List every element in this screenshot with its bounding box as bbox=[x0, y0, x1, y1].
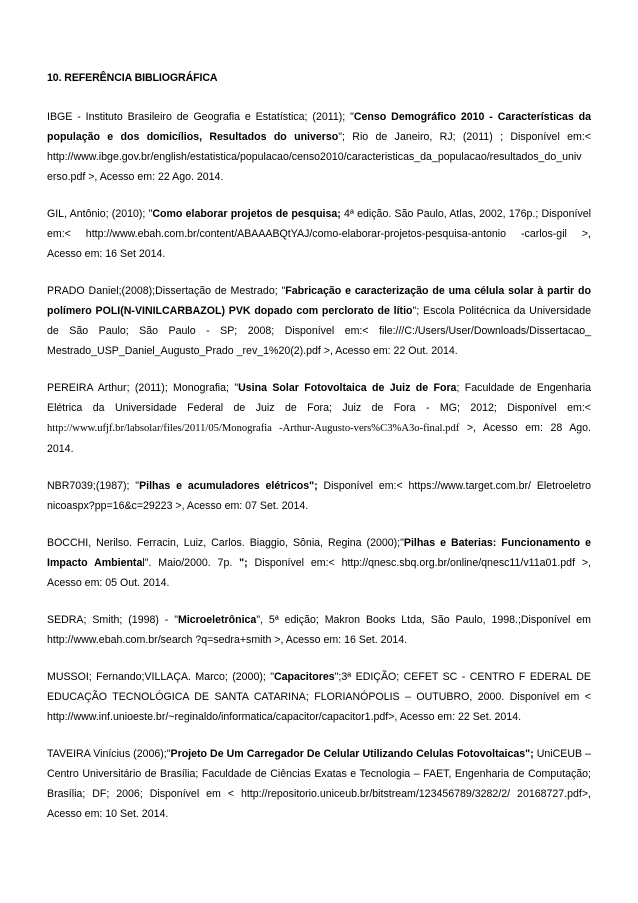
reference-sedra bbox=[47, 610, 591, 650]
ref-title: Censo Demográfico 2010 - Características da população e dos domicílios, Resultados do universo bbox=[47, 111, 591, 143]
ref-text: 4ª edição. São Paulo, Atlas, 2002, 176p.; Disponível em:< http://www.ebah.com.br/content/ABAAABQtYAJ/como-elaborar-projetos-pesquisa-antonio -carlos-gil >, Acesso em: 16 Set 2014. bbox=[47, 208, 591, 260]
ref-text: >, Acesso em: 28 Ago. 2014. bbox=[47, 422, 591, 455]
ref-title: Pilhas e acumuladores elétricos"; bbox=[139, 480, 318, 492]
ref-title: Como elaborar projetos de pesquisa; bbox=[152, 208, 341, 220]
ref-title: Pilhas e Baterias: Funcionamento e Impacto Ambienta bbox=[47, 537, 592, 569]
ref-text: "; Rio de Janeiro, RJ; (2011) ; Disponível em:< http://www.ibge.gov.br/english/estatistica/populacao/censo2010/caracteristicas_da_populacao/resultados_do_univ erso.pdf >, Acesso em: 22 Ago. 2014. bbox=[47, 131, 591, 183]
ref-text: ; Faculdade de Engenharia Elétrica da Universidade Federal de Juiz de Fora; Juiz de Fora - MG; 2012; Disponível em:< bbox=[47, 382, 592, 414]
reference-nbr7039 bbox=[47, 476, 591, 516]
ref-title: Capacitores bbox=[274, 671, 335, 683]
reference-gil bbox=[47, 204, 591, 264]
ref-text: PRADO Daniel;(2008);Dissertação de Mestrado; " bbox=[47, 285, 286, 297]
ref-text: UniCEUB – Centro Universitário de Brasília; Faculdade de Ciências Exatas e Tecnologia – FAET, Engenharia de Computação; Brasília; DF; 2006; Disponível em < http://repositorio.uniceub.br/bitstream/123456789/3282/2/ 20168727.pdf>, Acesso em: 10 Set. 2014. bbox=[47, 748, 591, 820]
bibliography-page bbox=[47, 71, 591, 841]
ref-title: Usina Solar Fotovoltaica de Juiz de Fora bbox=[238, 382, 457, 394]
ref-text: "; Escola Politécnica da Universidade de São Paulo; São Paulo - SP; 2008; Disponível em:< file:///C:/Users/User/Downloads/Dissertacao_ Mestrado_USP_Daniel_Augusto_Prado _rev_1%20(2).pdf >, Acesso em: 22 Out. 2014. bbox=[47, 305, 592, 357]
ref-text: MUSSOI; Fernando;VILLAÇA. Marco; (2000); " bbox=[47, 671, 275, 683]
ref-text: PEREIRA Arthur; (2011); Monografia; " bbox=[47, 382, 239, 394]
ref-text: l". Maio/2000. 7p. bbox=[142, 557, 240, 569]
ref-title: Microeletrônica bbox=[178, 614, 257, 626]
ref-text: Disponível em:< https://www.target.com.br/ Eletroeletro nicoaspx?pp=16&c=29223 >, Acesso em: 07 Set. 2014. bbox=[47, 480, 592, 512]
reference-taveira bbox=[47, 744, 591, 824]
ref-text: SEDRA; Smith; (1998) - " bbox=[47, 614, 178, 626]
ref-title: Projeto De Um Carregador De Celular Utilizando Celulas Fotovoltaicas"; bbox=[170, 748, 534, 760]
ref-text: Disponível em:< http://qnesc.sbq.org.br/online/qnesc11/v11a01.pdf >, Acesso em: 05 Out. 2014. bbox=[47, 557, 591, 589]
ref-title: Fabricação e caracterização de uma célula solar à partir do polímero POLI(N-VINILCARBAZOL) PVK dopado com perclorato de lítio bbox=[47, 285, 591, 317]
ref-text: NBR7039;(1987); " bbox=[47, 480, 140, 492]
reference-prado bbox=[47, 281, 591, 361]
ref-text: TAVEIRA Vinícius (2006);" bbox=[47, 748, 171, 760]
ref-text: GIL, Antônio; (2010); " bbox=[47, 208, 153, 220]
reference-ibge bbox=[47, 107, 591, 187]
ref-title-mark: "; bbox=[239, 557, 248, 569]
ref-text: BOCCHI, Nerilso. Ferracin, Luiz, Carlos. Biaggio, Sônia, Regina (2000);" bbox=[47, 537, 404, 549]
reference-pereira bbox=[47, 378, 591, 459]
section-heading: 10. REFERÊNCIA BIBLIOGRÁFICA bbox=[47, 72, 218, 84]
reference-mussoi bbox=[47, 667, 591, 727]
ref-url: http://www.ufjf.br/labsolar/files/2011/05/Monografia -Arthur-Augusto-vers%C3%A3o-final.pdf bbox=[47, 423, 460, 434]
ref-text: IBGE - Instituto Brasileiro de Geografia e Estatística; (2011); " bbox=[47, 111, 354, 123]
ref-text: ", 5ª edição; Makron Books Ltda, São Paulo, 1998.;Disponível em http://www.ebah.com.br/search ?q=sedra+smith >, Acesso em: 16 Set. 2014. bbox=[47, 614, 591, 646]
ref-text: ";3ª EDIÇÃO; CEFET SC - CENTRO F EDERAL DE EDUCAÇÃO TECNOLÓGICA DE SANTA CATARINA; FLORIANÓPOLIS – OUTUBRO, 2000. Disponível em < http://www.inf.unioeste.br/~reginaldo/informatica/capacitor/capacitor1.pdf>, Acesso em: 22 Set. 2014. bbox=[47, 671, 591, 723]
reference-bocchi bbox=[47, 533, 591, 593]
